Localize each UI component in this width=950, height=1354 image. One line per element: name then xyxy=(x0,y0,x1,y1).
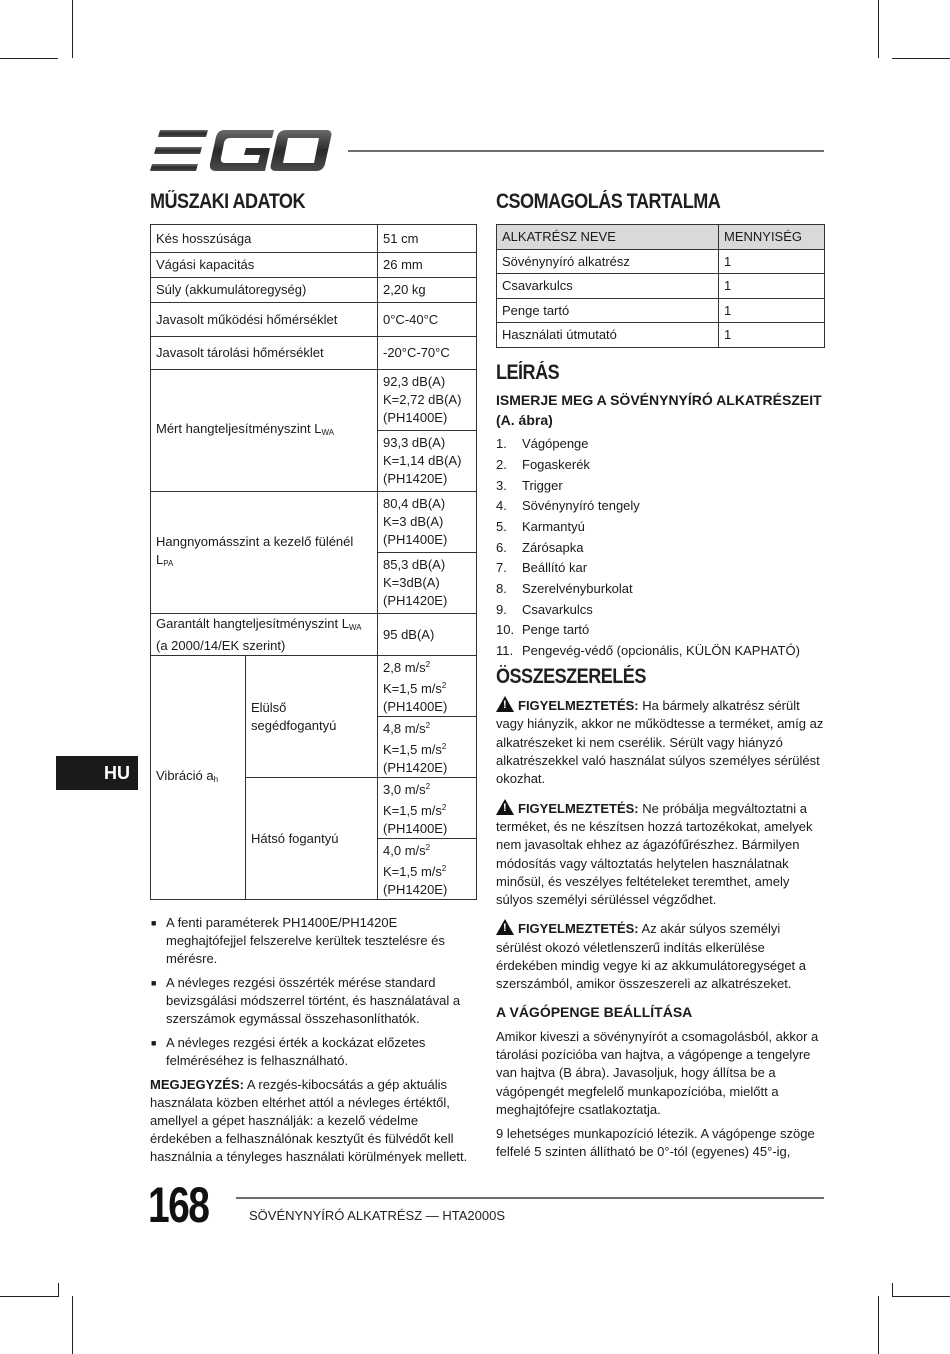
list-item xyxy=(496,517,826,538)
header-rule xyxy=(348,150,824,152)
value-line: (PH1420E) xyxy=(383,760,448,775)
footer-title: SÖVÉNYNYÍRÓ ALKATRÉSZ — HTA2000S xyxy=(249,1208,505,1223)
table-header-row xyxy=(497,225,825,250)
value-line xyxy=(383,656,471,677)
warning-text: Ne próbálja megváltoztatni a terméket, és ne készítsen hozzá tartozékokat, amelyek nem javasoltak ehhez az ágazófűrészhez. Bármilyen módosítás vagy változtatás helytelen használatnak minősül, és veszélyes feltételeket teremthet, amely súlyos személyi sérüléssel végződhet. xyxy=(496,800,813,908)
crop-mark xyxy=(0,58,58,59)
crop-mark xyxy=(878,1296,879,1354)
unit: m/s xyxy=(420,864,442,879)
table-cell xyxy=(151,614,378,656)
warning-label: FIGYELMEZTETÉS: xyxy=(518,698,639,714)
right-column xyxy=(496,361,826,1162)
item-text: Szerelvényburkolat xyxy=(522,581,633,597)
list-item: ■ A fenti paraméterek PH1400E/PH1420E meghajtófejjel felszerelve kerültek tesztelésre és mérésre. xyxy=(150,914,476,968)
table-row xyxy=(151,370,477,431)
unit: m/s xyxy=(420,803,442,818)
table-cell: 1 xyxy=(719,298,825,323)
list-item: ■ A névleges rezgési összérték mérése standard bevizsgálási módszerrel történt, és használatával a szerszámok egymással összehasonlíthatók. xyxy=(150,974,476,1028)
table-row xyxy=(151,492,477,553)
table-cell: 51 cm xyxy=(378,225,477,253)
value-line: (PH1420E) xyxy=(383,471,448,486)
value: 2,8 xyxy=(383,660,402,675)
value-line: 85,3 dB(A) xyxy=(383,557,446,572)
footer-rule xyxy=(236,1197,824,1199)
value-line xyxy=(383,839,471,860)
value-line: K=1,14 dB(A) xyxy=(383,453,462,468)
crop-mark xyxy=(58,1283,59,1297)
label-lpa: Hangnyomásszint a kezelő fülénél L xyxy=(156,533,354,567)
value-line: (PH1400E) xyxy=(383,821,448,836)
section-title-description: LEÍRÁS xyxy=(496,361,560,384)
table-cell: 0°C-40°C xyxy=(378,303,477,337)
item-text: Trigger xyxy=(522,477,563,493)
table-row xyxy=(151,656,477,717)
table-cell: Javasolt működési hőmérséklet xyxy=(151,303,378,337)
value-line: (PH1420E) xyxy=(383,882,448,897)
table-cell xyxy=(151,492,378,614)
value-line xyxy=(383,717,471,738)
value: K=1,5 xyxy=(383,681,418,696)
description-subtitle: ISMERJE MEG A SÖVÉNYNYÍRÓ ALKATRÉSZEIT (A. ábra) xyxy=(496,392,822,429)
crop-mark xyxy=(878,0,879,58)
item-number: 4. xyxy=(496,498,507,514)
note-text: A rezgés-kibocsátás a gép aktuális használata közben eltérhet attól a névleges értéktől, amellyel a gépet használják: a kezelő védelme érdekében a felhasználónak kesztyűt és fülvédőt kell használnia a tényleges használati körülmények mellett. xyxy=(150,1077,468,1164)
table-row xyxy=(497,298,825,323)
superscript: 2 xyxy=(425,660,431,669)
item-text: Sövénynyíró tengely xyxy=(522,498,640,514)
unit: m/s xyxy=(404,721,426,736)
unit: m/s xyxy=(404,782,426,797)
tech-table xyxy=(150,224,477,900)
item-number: 7. xyxy=(496,560,507,576)
unit: m/s xyxy=(404,660,426,675)
value-line xyxy=(383,738,471,759)
crop-mark xyxy=(892,1296,950,1297)
value-line xyxy=(383,778,471,799)
table-cell xyxy=(151,370,378,492)
list-item xyxy=(496,600,826,621)
warning-icon xyxy=(496,799,514,815)
table-cell: Csavarkulcs xyxy=(497,274,719,299)
list-item xyxy=(496,558,826,579)
blade-paragraph-2: 9 lehetséges munkapozíció létezik. A vágópenge szöge felfelé 5 szinten állítható be 0°-tól (egyenes) 45°-ig, xyxy=(496,1126,815,1160)
superscript: 2 xyxy=(441,864,447,873)
crop-mark xyxy=(892,58,950,59)
label-lwa: Mért hangteljesítményszint L xyxy=(156,420,322,436)
warning-paragraph xyxy=(496,799,826,910)
note-label: MEGJEGYZÉS: xyxy=(150,1077,244,1092)
item-text: Csavarkulcs xyxy=(522,601,593,617)
warning-text: Ha bármely alkatrész sérült vagy hiányzik, akkor ne működtesse a terméket, amíg az alkatrészeket ki nem cserélik. Sérült vagy hiányzó alkatrészekkel való használat súlyos személyes sérülést okozhat. xyxy=(496,698,824,787)
crop-mark xyxy=(892,1283,893,1297)
table-cell: Hátsó fogantyú xyxy=(246,778,378,900)
crop-mark xyxy=(0,1296,58,1297)
table-cell: 1 xyxy=(719,323,825,348)
value-line: K=3dB(A) xyxy=(383,575,440,590)
superscript: 2 xyxy=(441,803,447,812)
value: K=1,5 xyxy=(383,742,418,757)
item-number: 3. xyxy=(496,477,507,493)
table-cell: Penge tartó xyxy=(497,298,719,323)
value: 3,0 xyxy=(383,782,402,797)
blade-heading: A VÁGÓPENGE BEÁLLÍTÁSA xyxy=(496,1003,693,1020)
item-text: Vágópenge xyxy=(522,436,589,452)
blade-paragraph-1: Amikor kiveszi a sövénynyírót a csomagolásból, akkor a tárolási pozícióba van hajtva, a vágópenge a tengelyre van hajtva (B ábra). Javasoljuk, hogy állítsa be a vágópengét megfelelő munkapozícióba, mielőtt a meghajtófejre csatlakoztatja. xyxy=(496,1028,819,1117)
table-row xyxy=(497,274,825,299)
value-line: K=3 dB(A) xyxy=(383,514,444,529)
warning-paragraph xyxy=(496,919,826,993)
superscript: 2 xyxy=(441,681,447,690)
table-row xyxy=(151,278,477,303)
item-text: Beállító kar xyxy=(522,560,588,576)
list-item: ■ A névleges rezgési érték a kockázat előzetes felméréséhez is felhasználható. xyxy=(150,1034,476,1070)
value-line xyxy=(383,677,471,698)
value-line: K=2,72 dB(A) xyxy=(383,392,462,407)
table-cell: 95 dB(A) xyxy=(378,614,477,656)
section-title-assembly: ÖSSZESZERELÉS xyxy=(496,664,646,688)
table-row xyxy=(151,253,477,278)
value: 4,8 xyxy=(383,721,402,736)
value: 4,0 xyxy=(383,843,402,858)
table-row xyxy=(151,225,477,253)
unit: m/s xyxy=(420,742,442,757)
table-cell xyxy=(151,656,246,900)
page-number: 168 xyxy=(148,1177,209,1233)
table-cell xyxy=(378,431,477,492)
table-cell: 26 mm xyxy=(378,253,477,278)
item-number: 5. xyxy=(496,519,507,535)
list-item xyxy=(496,476,826,497)
table-cell: Használati útmutató xyxy=(497,323,719,348)
value-line: (PH1400E) xyxy=(383,410,448,425)
item-number: 9. xyxy=(496,601,507,617)
section-title-tech: MŰSZAKI ADATOK xyxy=(150,190,305,213)
table-row xyxy=(497,323,825,348)
list-item xyxy=(496,538,826,559)
column-header: ALKATRÉSZ NEVE xyxy=(497,225,719,250)
unit: m/s xyxy=(420,681,442,696)
table-cell: Kés hosszúsága xyxy=(151,225,378,253)
value-line: (PH1400E) xyxy=(383,699,448,714)
value-line xyxy=(383,860,471,881)
list-item xyxy=(496,620,826,641)
section-title-package: CSOMAGOLÁS TARTALMA xyxy=(496,190,721,213)
warning-label: FIGYELMEZTETÉS: xyxy=(518,800,639,816)
item-number: 1. xyxy=(496,436,507,452)
warning-paragraph xyxy=(496,696,826,788)
list-item xyxy=(496,641,826,662)
label-gua-2: (a 2000/14/EK szerint) xyxy=(156,637,286,653)
label-gua: Garantált hangteljesítményszint L xyxy=(156,615,349,631)
warning-icon xyxy=(496,696,514,712)
column-header: MENNYISÉG xyxy=(719,225,825,250)
item-text: Fogaskerék xyxy=(522,456,590,472)
value-line xyxy=(383,799,471,820)
table-row xyxy=(151,303,477,337)
subscript: h xyxy=(213,774,219,784)
table-cell xyxy=(378,656,477,717)
value-line: 80,4 dB(A) xyxy=(383,496,446,511)
value: K=1,5 xyxy=(383,864,418,879)
ego-logo xyxy=(150,130,332,172)
list-item xyxy=(496,496,826,517)
table-cell: 1 xyxy=(719,274,825,299)
table-cell: Súly (akkumulátoregység) xyxy=(151,278,378,303)
superscript: 2 xyxy=(425,843,431,852)
crop-mark xyxy=(72,0,73,58)
value-line: (PH1400E) xyxy=(383,532,448,547)
table-cell: Javasolt tárolási hőmérséklet xyxy=(151,337,378,370)
item-number: 2. xyxy=(496,456,507,472)
warning-label: FIGYELMEZTETÉS: xyxy=(518,921,639,937)
table-cell: -20°C-70°C xyxy=(378,337,477,370)
subscript: WA xyxy=(348,622,362,632)
parts-list xyxy=(496,434,826,662)
item-text: Zárósapka xyxy=(522,539,584,555)
table-cell: Elülső segédfogantyú xyxy=(246,656,378,778)
item-number: 10. xyxy=(496,622,515,638)
notes-list xyxy=(150,914,476,1070)
crop-mark xyxy=(72,1296,73,1354)
value-line: (PH1420E) xyxy=(383,593,448,608)
item-number: 11. xyxy=(496,643,514,659)
language-tab: HU xyxy=(56,756,138,790)
subscript: WA xyxy=(321,427,335,437)
list-item xyxy=(496,434,826,455)
package-table xyxy=(496,224,825,348)
value: K=1,5 xyxy=(383,803,418,818)
note-paragraph xyxy=(150,1076,476,1166)
table-cell: Vágási kapacitás xyxy=(151,253,378,278)
list-item xyxy=(496,579,826,600)
item-number: 8. xyxy=(496,581,507,597)
value-line: 93,3 dB(A) xyxy=(383,435,446,450)
table-cell xyxy=(378,553,477,614)
list-item xyxy=(496,455,826,476)
superscript: 2 xyxy=(441,742,447,751)
table-row xyxy=(151,337,477,370)
item-text: Karmantyú xyxy=(522,519,585,535)
table-cell xyxy=(378,839,477,900)
item-text: Penge tartó xyxy=(522,622,590,638)
table-cell xyxy=(378,778,477,839)
unit: m/s xyxy=(404,843,426,858)
label-vibration: Vibráció a xyxy=(156,767,214,783)
table-cell: 1 xyxy=(719,249,825,274)
notes xyxy=(150,914,476,1166)
table-cell: Sövénynyíró alkatrész xyxy=(497,249,719,274)
item-text: Pengevég-védő (opcionális, KÜLÖN KAPHATÓ) xyxy=(522,643,800,659)
table-cell xyxy=(378,370,477,431)
warning-text: Az akár súlyos személyi sérülést okozó véletlenszerű indítás elkerülése érdekében mindig vegye ki az akkumulátoregységet a szerszámból, amikor összeszereli az alkatrészeket. xyxy=(496,921,807,992)
item-number: 6. xyxy=(496,539,507,555)
table-row xyxy=(497,249,825,274)
value-line: 92,3 dB(A) xyxy=(383,374,446,389)
table-cell xyxy=(378,717,477,778)
superscript: 2 xyxy=(425,782,431,791)
table-cell xyxy=(378,492,477,553)
table-cell: 2,20 kg xyxy=(378,278,477,303)
table-row xyxy=(151,614,477,656)
superscript: 2 xyxy=(425,721,431,730)
warning-icon xyxy=(496,919,514,935)
subscript: PA xyxy=(163,558,174,568)
